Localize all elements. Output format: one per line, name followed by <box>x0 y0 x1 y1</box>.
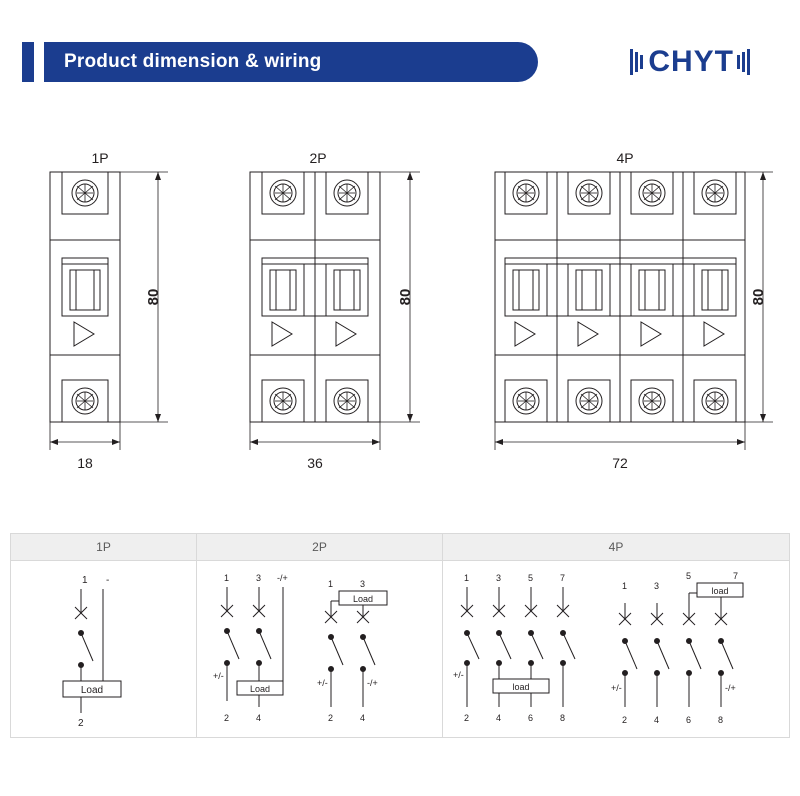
terminal-label-3: 3 <box>496 573 502 583</box>
load-label: load <box>711 586 729 596</box>
terminal-label-6: 6 <box>686 715 692 725</box>
dimension-block-2p <box>240 150 440 510</box>
wiring-cell-4p <box>443 561 789 738</box>
load-label: Load <box>249 684 271 694</box>
terminal-label-2: 2 <box>78 718 84 729</box>
terminal-label-1: 1 <box>224 573 230 583</box>
terminal-label-1: 1 <box>328 579 334 589</box>
terminal-label-2: 2 <box>224 713 230 723</box>
wiring-cell-1p <box>11 561 197 738</box>
terminal-label-8: 8 <box>560 713 566 723</box>
terminal-label-3: 3 <box>654 581 660 591</box>
dimension-caption-2p: 2P <box>309 150 327 166</box>
dimension-drawings <box>0 110 800 520</box>
terminal-label-4: 4 <box>654 715 660 725</box>
dimension-svg-1p <box>40 150 210 480</box>
terminal-label-7: 7 <box>560 573 566 583</box>
wiring-column-header-1p: 1P <box>11 534 197 560</box>
polarity-label-bottom-right: -/+ <box>725 683 736 693</box>
dimension-caption-4p: 4P <box>616 150 634 166</box>
terminal-label-5: 5 <box>686 571 692 581</box>
wiring-column-header-4p: 4P <box>608 540 624 554</box>
logo-text: CHYT <box>648 45 734 78</box>
terminal-label-1: 1 <box>464 573 470 583</box>
terminal-label-4: 4 <box>496 713 502 723</box>
dimension-block-4p <box>485 150 775 510</box>
page-header <box>0 0 800 110</box>
terminal-label-5: 5 <box>528 573 534 583</box>
wiring-diagram-1p <box>11 561 196 737</box>
wiring-cell-2p <box>197 561 443 738</box>
dimension-svg-2p <box>240 150 440 480</box>
header-accent-bar <box>22 42 34 82</box>
load-label: load <box>512 682 530 692</box>
terminal-label-1: 1 <box>82 575 88 586</box>
dimension-height-1p: 80 <box>145 288 162 306</box>
polarity-label-bottom-left: +/- <box>611 683 622 693</box>
terminal-label-2: 2 <box>622 715 628 725</box>
terminal-label-2: 2 <box>328 713 334 723</box>
wiring-table-body <box>11 561 789 738</box>
terminal-label-4: 4 <box>360 713 366 723</box>
dimension-height-4p: 80 <box>750 288 767 306</box>
dimension-svg-4p <box>485 150 775 480</box>
polarity-label-top: -/+ <box>277 573 288 583</box>
logo-left-bars-icon <box>630 49 645 75</box>
brand-logo <box>630 42 752 82</box>
dimension-height-2p: 80 <box>397 288 414 306</box>
wiring-2p-variant-b <box>325 591 387 707</box>
dimension-block-1p <box>40 150 210 510</box>
dimension-caption-1p: 1P <box>91 150 109 166</box>
terminal-label-3: 3 <box>360 579 366 589</box>
polarity-label-bottom-left: +/- <box>317 678 328 688</box>
polarity-label-bottom: +/- <box>453 670 464 680</box>
terminal-label-4: 4 <box>256 713 262 723</box>
polarity-label-bottom: +/- <box>213 671 224 681</box>
terminal-label-8: 8 <box>718 715 724 725</box>
wiring-table <box>10 533 790 738</box>
wiring-diagram-2p <box>197 561 442 737</box>
page-title: Product dimension & wiring <box>44 42 538 82</box>
dimension-width-4p: 72 <box>612 455 628 471</box>
terminal-label-3: 3 <box>256 573 262 583</box>
load-label: Load <box>80 685 104 696</box>
terminal-label-7: 7 <box>733 571 739 581</box>
terminal-label-6: 6 <box>528 713 534 723</box>
wiring-column-header-2p: 2P <box>197 534 443 560</box>
logo-right-bars-icon <box>737 49 752 75</box>
polarity-label-minus: - <box>106 575 110 586</box>
wiring-table-header <box>11 534 789 561</box>
dimension-width-2p: 36 <box>307 455 323 471</box>
dimension-width-1p: 18 <box>77 455 93 471</box>
polarity-label-bottom-right: -/+ <box>367 678 378 688</box>
wiring-diagram-4p <box>443 561 788 737</box>
terminal-label-2: 2 <box>464 713 470 723</box>
load-label: Load <box>352 594 374 604</box>
terminal-label-1: 1 <box>622 581 628 591</box>
